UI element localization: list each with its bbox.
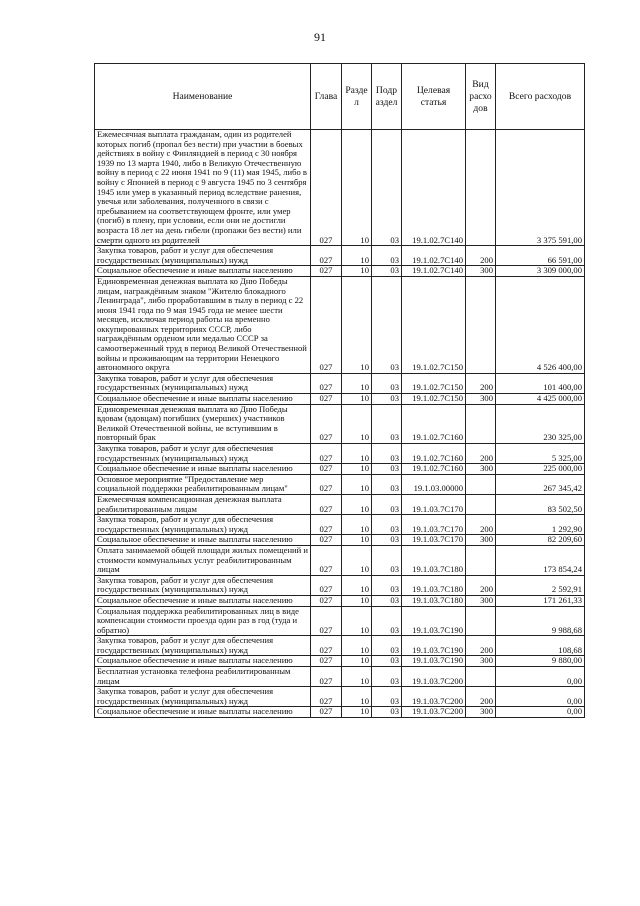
cell-vid: 300 [466, 464, 496, 475]
cell-podrazdel: 03 [372, 636, 402, 656]
header-glava: Глава [311, 64, 342, 130]
cell-vid [466, 606, 496, 636]
cell-vid [466, 667, 496, 687]
table-row [95, 667, 585, 687]
cell-podrazdel: 03 [372, 464, 402, 475]
cell-total: 267 345,42 [496, 474, 585, 494]
cell-celevaya: 19.1.02.7С160 [402, 404, 466, 443]
cell-glava: 027 [311, 373, 342, 393]
cell-celevaya: 19.1.02.7С160 [402, 444, 466, 464]
cell-podrazdel: 03 [372, 276, 402, 373]
cell-celevaya: 19.1.03.7С200 [402, 687, 466, 707]
cell-razdel: 10 [342, 595, 372, 606]
cell-glava: 027 [311, 575, 342, 595]
cell-celevaya: 19.1.02.7С150 [402, 276, 466, 373]
cell-total: 3 309 000,00 [496, 266, 585, 277]
cell-razdel: 10 [342, 687, 372, 707]
cell-glava: 027 [311, 667, 342, 687]
cell-podrazdel: 03 [372, 535, 402, 546]
cell-vid [466, 276, 496, 373]
cell-total: 173 854,24 [496, 545, 585, 575]
cell-podrazdel: 03 [372, 494, 402, 514]
cell-razdel: 10 [342, 246, 372, 266]
cell-vid: 200 [466, 636, 496, 656]
cell-razdel: 10 [342, 464, 372, 475]
cell-glava: 027 [311, 474, 342, 494]
cell-podrazdel: 03 [372, 687, 402, 707]
table-row [95, 656, 585, 667]
cell-celevaya: 19.1.02.7С140 [402, 266, 466, 277]
cell-celevaya: 19.1.02.7С140 [402, 130, 466, 246]
table-row [95, 687, 585, 707]
header-razdel: Разде л [342, 64, 372, 130]
cell-podrazdel: 03 [372, 444, 402, 464]
table-row [95, 404, 585, 443]
cell-celevaya: 19.1.03.7С170 [402, 535, 466, 546]
cell-glava: 027 [311, 494, 342, 514]
cell-name: Основное мероприятие "Предоставление мер социальной поддержки реабилитированным лицам" [95, 474, 311, 494]
table-body [95, 130, 585, 718]
cell-vid: 200 [466, 687, 496, 707]
header-vid: Вид расхо дов [466, 64, 496, 130]
cell-glava: 027 [311, 595, 342, 606]
cell-glava: 027 [311, 545, 342, 575]
cell-razdel: 10 [342, 667, 372, 687]
cell-glava: 027 [311, 656, 342, 667]
cell-total: 66 591,00 [496, 246, 585, 266]
cell-celevaya: 19.1.03.7С190 [402, 606, 466, 636]
cell-vid [466, 494, 496, 514]
table-row [95, 494, 585, 514]
cell-name: Бесплатная установка телефона реабилитированным лицам [95, 667, 311, 687]
cell-razdel: 10 [342, 394, 372, 405]
cell-glava: 027 [311, 687, 342, 707]
cell-total: 9 880,00 [496, 656, 585, 667]
table-row [95, 276, 585, 373]
cell-glava: 027 [311, 394, 342, 405]
cell-total: 0,00 [496, 667, 585, 687]
cell-razdel: 10 [342, 656, 372, 667]
header-total: Всего расходов [496, 64, 585, 130]
cell-podrazdel: 03 [372, 707, 402, 718]
cell-total: 5 325,00 [496, 444, 585, 464]
cell-vid: 300 [466, 707, 496, 718]
header-podrazdel: Подр аздел [372, 64, 402, 130]
cell-celevaya: 19.1.03.7С170 [402, 494, 466, 514]
cell-name: Социальное обеспечение и иные выплаты населению [95, 707, 311, 718]
cell-glava: 027 [311, 266, 342, 277]
table-row [95, 373, 585, 393]
cell-razdel: 10 [342, 636, 372, 656]
cell-total: 3 375 591,00 [496, 130, 585, 246]
cell-name: Закупка товаров, работ и услуг для обеспечения государственных (муниципальных) нужд [95, 687, 311, 707]
cell-name: Социальное обеспечение и иные выплаты населению [95, 535, 311, 546]
cell-celevaya: 19.1.03.00000 [402, 474, 466, 494]
table-row [95, 606, 585, 636]
cell-name: Закупка товаров, работ и услуг для обеспечения государственных (муниципальных) нужд [95, 444, 311, 464]
cell-vid: 200 [466, 373, 496, 393]
cell-vid: 200 [466, 515, 496, 535]
cell-razdel: 10 [342, 474, 372, 494]
table-row [95, 515, 585, 535]
cell-total: 171 261,33 [496, 595, 585, 606]
header-celevaya: Целевая статья [402, 64, 466, 130]
cell-celevaya: 19.1.03.7С190 [402, 656, 466, 667]
cell-total: 0,00 [496, 707, 585, 718]
cell-vid: 200 [466, 575, 496, 595]
cell-podrazdel: 03 [372, 130, 402, 246]
cell-vid [466, 474, 496, 494]
table-row [95, 394, 585, 405]
cell-name: Социальное обеспечение и иные выплаты населению [95, 656, 311, 667]
cell-total: 4 526 400,00 [496, 276, 585, 373]
cell-glava: 027 [311, 276, 342, 373]
cell-razdel: 10 [342, 444, 372, 464]
cell-celevaya: 19.1.02.7С140 [402, 246, 466, 266]
cell-podrazdel: 03 [372, 394, 402, 405]
cell-razdel: 10 [342, 130, 372, 246]
cell-total: 225 000,00 [496, 464, 585, 475]
table-row [95, 595, 585, 606]
cell-vid: 200 [466, 444, 496, 464]
table-row [95, 130, 585, 246]
cell-name: Ежемесячная выплата гражданам, один из родителей которых погиб (пропал без вести) при участии в боевых действиях в войну с Финляндией в период с 30 ноября 1939 по 13 марта 1940, либо в Великую Отечественную войну в период с 22 июня 1941 по 9 (11) мая 1945, либо в войну с Японией в период с 9 августа 1945 по 3 сентября 1945 или умер в указанный период вследствие ранения, увечья или заболевания, полученного в связи с пребыванием на соответствующем фронте, или умер (погиб) в плену, при условии, если они не достигли возраста 18 лет на день гибели (пропажи без вести) или смерти одного из родителей [95, 130, 311, 246]
cell-podrazdel: 03 [372, 667, 402, 687]
cell-podrazdel: 03 [372, 404, 402, 443]
budget-table [94, 63, 585, 718]
cell-total: 9 988,68 [496, 606, 585, 636]
cell-name: Социальное обеспечение и иные выплаты населению [95, 464, 311, 475]
cell-name: Социальное обеспечение и иные выплаты населению [95, 595, 311, 606]
cell-razdel: 10 [342, 707, 372, 718]
cell-name: Социальное обеспечение и иные выплаты населению [95, 266, 311, 277]
cell-razdel: 10 [342, 404, 372, 443]
cell-vid: 300 [466, 656, 496, 667]
cell-razdel: 10 [342, 373, 372, 393]
cell-razdel: 10 [342, 515, 372, 535]
table-row [95, 246, 585, 266]
cell-total: 83 502,50 [496, 494, 585, 514]
cell-total: 1 292,90 [496, 515, 585, 535]
cell-podrazdel: 03 [372, 266, 402, 277]
cell-total: 0,00 [496, 687, 585, 707]
cell-glava: 027 [311, 606, 342, 636]
cell-name: Закупка товаров, работ и услуг для обеспечения государственных (муниципальных) нужд [95, 515, 311, 535]
cell-name: Закупка товаров, работ и услуг для обеспечения государственных (муниципальных) нужд [95, 636, 311, 656]
table-row [95, 636, 585, 656]
cell-glava: 027 [311, 130, 342, 246]
cell-total: 101 400,00 [496, 373, 585, 393]
cell-podrazdel: 03 [372, 246, 402, 266]
cell-glava: 027 [311, 464, 342, 475]
cell-name: Единовременная денежная выплата ко Дню Победы лицам, награждённым знаком "Жителю блокадного Ленинграда", либо проработавшим в тылу в период с 22 июня 1941 года по 9 мая 1945 года не менее шести месяцев, исключая период работы на временно оккупированных территориях СССР, либо награждённым орденом или медалью СССР за самоотверженный труд в период Великой Отечественной войны и проживающим на территории Ненецкого автономного округа [95, 276, 311, 373]
cell-celevaya: 19.1.02.7С150 [402, 394, 466, 405]
cell-razdel: 10 [342, 606, 372, 636]
table-row [95, 444, 585, 464]
cell-razdel: 10 [342, 575, 372, 595]
cell-podrazdel: 03 [372, 656, 402, 667]
cell-vid [466, 130, 496, 246]
cell-name: Закупка товаров, работ и услуг для обеспечения государственных (муниципальных) нужд [95, 373, 311, 393]
cell-razdel: 10 [342, 545, 372, 575]
table-header-row [95, 64, 585, 130]
cell-podrazdel: 03 [372, 606, 402, 636]
cell-glava: 027 [311, 444, 342, 464]
cell-glava: 027 [311, 707, 342, 718]
cell-vid [466, 545, 496, 575]
cell-celevaya: 19.1.03.7С190 [402, 636, 466, 656]
cell-razdel: 10 [342, 494, 372, 514]
cell-celevaya: 19.1.03.7С180 [402, 595, 466, 606]
cell-celevaya: 19.1.03.7С200 [402, 667, 466, 687]
cell-glava: 027 [311, 535, 342, 546]
cell-total: 2 592,91 [496, 575, 585, 595]
cell-name: Социальное обеспечение и иные выплаты населению [95, 394, 311, 405]
cell-glava: 027 [311, 636, 342, 656]
table-row [95, 545, 585, 575]
cell-celevaya: 19.1.03.7С170 [402, 515, 466, 535]
header-name: Наименование [95, 64, 311, 130]
cell-vid: 300 [466, 394, 496, 405]
table-row [95, 266, 585, 277]
cell-celevaya: 19.1.02.7С160 [402, 464, 466, 475]
cell-total: 4 425 000,00 [496, 394, 585, 405]
table-row [95, 707, 585, 718]
cell-podrazdel: 03 [372, 474, 402, 494]
cell-vid: 300 [466, 595, 496, 606]
cell-glava: 027 [311, 404, 342, 443]
cell-name: Закупка товаров, работ и услуг для обеспечения государственных (муниципальных) нужд [95, 575, 311, 595]
cell-name: Социальная поддержка реабилитированных лиц в виде компенсации стоимости проезда один раз в год (туда и обратно) [95, 606, 311, 636]
cell-celevaya: 19.1.03.7С180 [402, 575, 466, 595]
cell-name: Ежемесячная компенсационная денежная выплата реабилитированным лицам [95, 494, 311, 514]
cell-vid: 200 [466, 246, 496, 266]
cell-vid: 300 [466, 535, 496, 546]
cell-total: 108,68 [496, 636, 585, 656]
cell-total: 230 325,00 [496, 404, 585, 443]
cell-total: 82 209,60 [496, 535, 585, 546]
cell-glava: 027 [311, 246, 342, 266]
page-number: 91 [314, 30, 326, 44]
cell-razdel: 10 [342, 276, 372, 373]
table-row [95, 474, 585, 494]
table-row [95, 535, 585, 546]
cell-name: Единовременная денежная выплата ко Дню Победы вдовам (вдовцам) погибших (умерших) участников Великой Отечественной войны, не вступившим в повторный брак [95, 404, 311, 443]
cell-podrazdel: 03 [372, 575, 402, 595]
cell-glava: 027 [311, 515, 342, 535]
cell-razdel: 10 [342, 535, 372, 546]
cell-vid [466, 404, 496, 443]
cell-celevaya: 19.1.03.7С200 [402, 707, 466, 718]
cell-podrazdel: 03 [372, 595, 402, 606]
cell-razdel: 10 [342, 266, 372, 277]
table-row [95, 464, 585, 475]
cell-name: Оплата занимаемой общей площади жилых помещений и стоимости коммунальных услуг реабилитированным лицам [95, 545, 311, 575]
cell-podrazdel: 03 [372, 373, 402, 393]
cell-podrazdel: 03 [372, 545, 402, 575]
cell-celevaya: 19.1.02.7С150 [402, 373, 466, 393]
cell-celevaya: 19.1.03.7С180 [402, 545, 466, 575]
cell-name: Закупка товаров, работ и услуг для обеспечения государственных (муниципальных) нужд [95, 246, 311, 266]
cell-vid: 300 [466, 266, 496, 277]
table-row [95, 575, 585, 595]
cell-podrazdel: 03 [372, 515, 402, 535]
